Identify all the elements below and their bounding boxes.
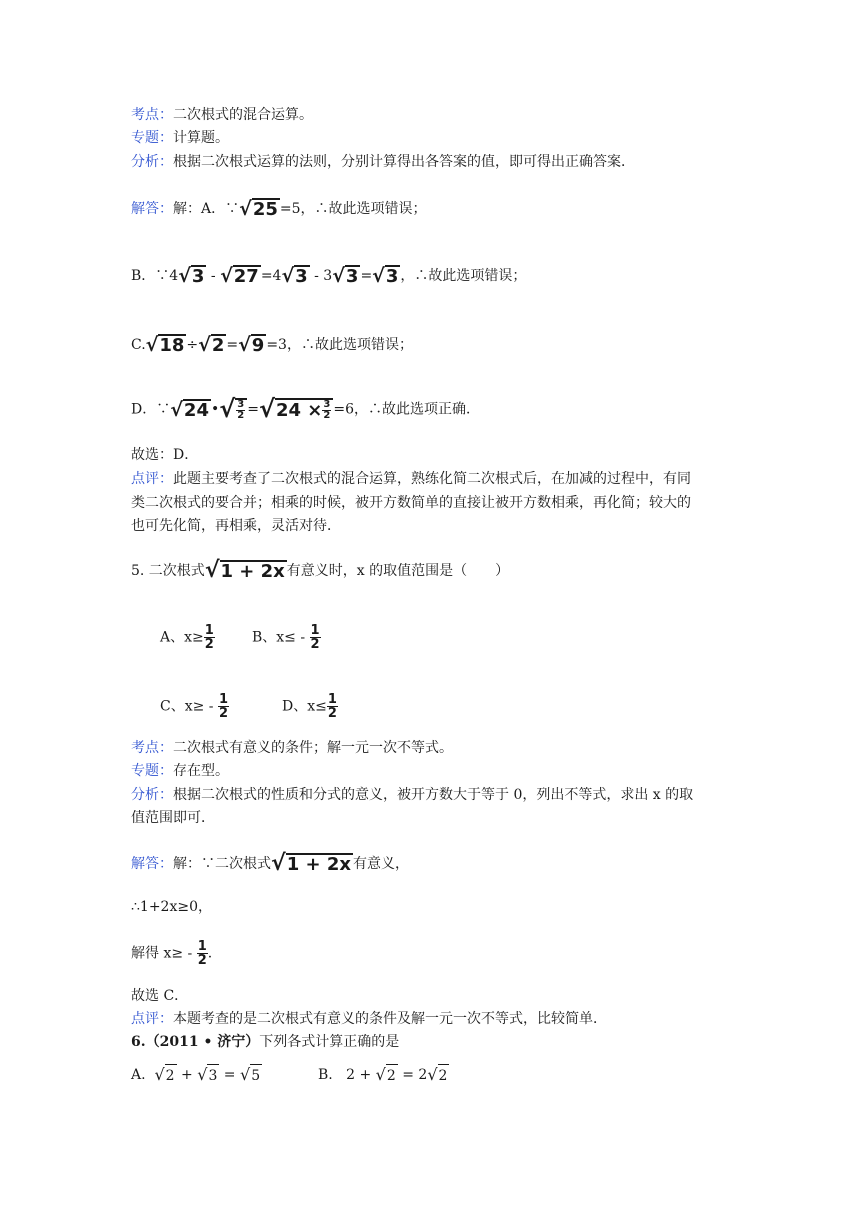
jieda-prefix: 解：∵二次根式 [173,856,271,872]
sqrt-3: √ 3 [332,265,359,287]
frac-num: 3 [323,399,331,410]
sqrt-9: √ 9 [238,334,265,356]
q5-kaodian-line [131,738,453,758]
fraction-one-half [327,693,338,720]
sqrt-three-halves: √ $\frac{3}{2}$ [219,398,247,421]
sqrt-3: √ 3 [372,265,399,287]
sqrt-3: √ 3 [281,265,308,287]
q5-dianping-line [131,1009,607,1029]
frac-num: 1 [310,623,320,638]
frac-den: 2 [218,706,229,721]
frac-den: 2 [237,410,245,421]
line-b-prefix: B．∵4 [131,268,179,284]
sqrt-24: √ 24 [170,398,209,421]
minus: - 3 [309,268,333,284]
dianping-text: 此题主要考查了二次根式的混合运算，熟练化简二次根式后，在加减的过程中，有同 [173,471,691,487]
q6-source: 6.（2011 • 济宁） [131,1034,260,1050]
q6-option-b[interactable] [318,1064,449,1086]
equals: = [219,1067,240,1083]
option-b-label: B. [318,1067,333,1083]
dianping-label: 点评： [131,1011,173,1027]
frac-den: 2 [197,953,207,968]
sqrt-1-plus-2x: √ 1 + 2x [271,851,351,876]
q5-stem [131,560,509,582]
fenxi-text: 根据二次根式的性质和分式的意义，被开方数大于等于 0，列出不等式，求出 x 的取 [173,787,694,803]
zhuanti-text: 存在型。 [173,763,229,779]
equals: = [247,401,259,418]
line-c-suffix: =3，∴故此选项错误； [266,337,413,353]
sqrt-24-times-three-halves: √ 24 × $\frac{3}{2}$ [259,398,333,421]
q4-dianping-line-2: 类二次根式的要合并；相乘的时候，被开方数简单的直接让被开方数相乘，再化简；较大的 [131,495,691,511]
q5-fenxi-line-1 [131,785,693,805]
line-b-suffix: ，∴故此选项错误； [400,268,527,284]
line-a-prefix: 解：A．∵ [173,201,240,217]
frac-num: 1 [197,939,207,954]
q4-line-c [131,334,413,356]
radicand: 27 [233,266,259,287]
option-b-label: B、x≤ - [252,629,310,646]
frac-num: 3 [237,399,245,410]
sqrt-27: √ 27 [220,265,259,287]
frac-num: 1 [218,692,229,707]
radicand: 24 × [275,399,323,421]
line-d-prefix: D．∵ [131,401,171,418]
option-c-label: C、x≥ - [160,698,218,715]
q5-option-a[interactable] [160,624,215,651]
q6-option-a[interactable] [131,1064,262,1086]
radicand: 2 [386,1064,398,1086]
radicand: 2 [165,1064,177,1086]
minus: - [206,268,221,284]
q5-fenxi-line-2: 值范围即可． [131,810,215,826]
line-a-suffix: =5，∴故此选项错误； [279,201,427,217]
q4-fenxi-line [131,152,635,172]
q4-kaodian-line [131,105,313,125]
term: 2 + [346,1067,376,1083]
q4-dianping-line-1 [131,469,691,489]
kaodian-label: 考点： [131,107,173,123]
q4-zhuanti-line [131,128,229,148]
radicand: 24 [183,399,209,421]
radicand: 3 [191,266,205,287]
q4-line-b [131,265,526,287]
q5-step-3 [131,940,212,967]
kaodian-label: 考点： [131,740,173,756]
q5-zhuanti-line [131,761,229,781]
frac-num: 1 [327,692,337,707]
jieda-suffix: 有意义， [352,856,409,872]
line-d-suffix: =6，∴故此选项正确． [333,401,480,418]
radicand: 3 [385,266,399,287]
fraction-one-half [204,624,215,651]
fenxi-label: 分析： [131,154,173,170]
sqrt-1-plus-2x: √ 1 + 2x [204,558,285,583]
frac-den: 2 [310,637,320,652]
kaodian-text: 二次根式有意义的条件；解一元一次不等式。 [173,740,453,756]
option-a-label: A、x≥ [160,629,204,646]
option-a-label: A. [131,1067,146,1083]
radicand: 18 [159,335,185,356]
radicand: 2 [211,335,225,356]
sqrt-18: √ 18 [145,334,185,356]
radicand: 9 [251,335,265,356]
frac-den: 2 [327,706,337,721]
radicand: 5 [250,1064,262,1086]
sqrt-2: √ 2 [375,1065,396,1084]
fraction-one-half [310,624,321,651]
radicand: 1 + 2x [286,854,351,875]
radicand: 25 [252,199,278,220]
sqrt-3: √ 3 [197,1065,218,1084]
option-d-label: D、x≤ [282,698,327,715]
radicand: 3 [345,266,359,287]
equals: =4 [260,268,282,284]
line-c-prefix: C. [131,337,146,353]
q5-stem-suffix: 有意义时，x 的取值范围是（ ） [286,563,510,579]
q4-jieda-line-a [131,198,427,220]
q4-line-d [131,395,480,423]
radicand: 2 [438,1064,450,1086]
sqrt-3: √ 3 [178,265,205,287]
zhuanti-label: 专题： [131,130,173,146]
sqrt-2: √ 2 [154,1065,175,1084]
dot: • [210,401,220,418]
frac-den: 2 [204,637,214,652]
sqrt-5: √ 5 [240,1065,261,1084]
jieda-label: 解答： [131,201,173,217]
q5-option-c[interactable] [160,693,229,720]
fraction-one-half [218,693,229,720]
equals: = 2 [397,1067,428,1083]
q5-guxuan: 故选 C． [131,988,189,1004]
kaodian-text: 二次根式的混合运算。 [173,107,313,123]
q5-jieda-line [131,853,409,875]
q5-option-d[interactable] [282,693,338,720]
zhuanti-label: 专题： [131,763,173,779]
fraction-one-half [197,940,208,967]
frac-den: 2 [323,410,331,421]
equals: = [360,268,373,284]
divide: ÷ [186,337,199,353]
q4-dianping-line-3: 也可先化简，再相乘，灵活对待． [131,518,341,534]
radicand: 3 [207,1064,219,1086]
step3-suffix: . [207,945,213,962]
equals: = [226,337,239,353]
radicand: 3 [295,266,308,287]
q6-stem [131,1032,399,1052]
q6-stem-text: 下列各式计算正确的是 [259,1034,400,1050]
jieda-label: 解答： [131,856,173,872]
frac-num: 1 [204,623,214,638]
dianping-text: 本题考查的是二次根式有意义的条件及解一元一次不等式，比较简单． [173,1011,607,1027]
q5-step-2: ∴1+2x≥0， [131,899,212,915]
sqrt-2: √ 2 [198,334,225,356]
q4-guxuan: 故选：D． [131,447,199,463]
sqrt-2: √ 2 [427,1065,448,1084]
fenxi-label: 分析： [131,787,173,803]
q5-option-b[interactable] [252,624,321,651]
zhuanti-text: 计算题。 [173,130,229,146]
dianping-label: 点评： [131,471,173,487]
sqrt-25: √ 25 [239,198,278,220]
q5-stem-prefix: 5. 二次根式 [131,563,205,579]
plus: + [176,1067,198,1083]
fenxi-text: 根据二次根式运算的法则，分别计算得出各答案的值，即可得出正确答案． [173,154,635,170]
step3-prefix: 解得 x≥ - [131,945,197,962]
radicand: 1 + 2x [220,561,285,582]
